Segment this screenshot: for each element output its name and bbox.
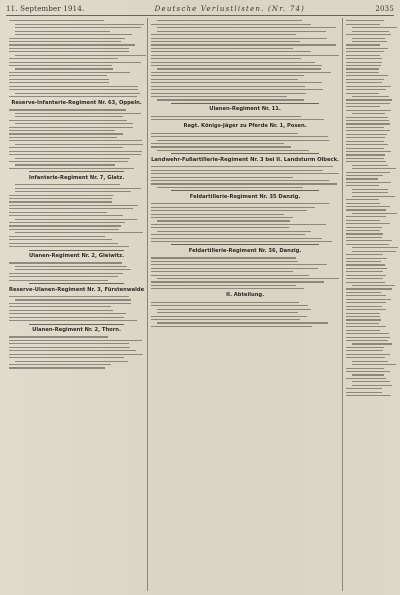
text-line <box>9 65 112 66</box>
text-line <box>151 271 293 272</box>
text-line <box>346 110 391 111</box>
text-line <box>346 48 388 49</box>
text-line <box>352 213 397 214</box>
text-line <box>9 151 142 152</box>
section-heading: Landwehr-Fußartillerie-Regiment Nr. 3 bei II. Landsturm Olbeck. <box>151 156 340 163</box>
text-line <box>151 62 315 63</box>
text-line <box>346 172 390 173</box>
text-line <box>346 175 383 176</box>
text-line <box>352 385 392 386</box>
text-line <box>9 62 141 63</box>
text-line <box>151 44 336 45</box>
text-line <box>346 75 388 76</box>
text-line <box>346 141 384 142</box>
text-line <box>9 347 130 348</box>
text-line <box>9 336 108 337</box>
text-line <box>346 223 390 224</box>
text-line <box>346 261 381 262</box>
text-line <box>346 44 380 45</box>
text-line <box>157 309 311 310</box>
text-line <box>9 201 112 202</box>
text-line <box>151 224 326 225</box>
text-line <box>352 381 390 382</box>
text-line <box>346 368 384 369</box>
text-line <box>157 27 336 28</box>
text-line <box>346 227 382 228</box>
text-line <box>346 313 380 314</box>
text-line <box>352 168 395 169</box>
text-line <box>346 216 386 217</box>
text-line <box>15 68 113 69</box>
text-line <box>9 205 138 206</box>
text-line <box>9 198 112 199</box>
text-line <box>9 86 138 87</box>
text-line <box>346 86 391 87</box>
text-line <box>346 148 384 149</box>
text-line <box>151 75 304 76</box>
text-line <box>346 199 379 200</box>
text-line <box>151 264 327 265</box>
text-line <box>151 326 312 327</box>
text-line <box>15 27 141 28</box>
text-line <box>346 316 380 317</box>
text-line <box>151 238 322 239</box>
text-line <box>151 180 329 181</box>
text-line <box>346 330 380 331</box>
text-line <box>151 41 300 42</box>
text-line <box>346 220 380 221</box>
text-line <box>346 347 384 348</box>
text-line <box>15 31 110 32</box>
text-line <box>9 320 137 321</box>
text-line <box>151 86 305 87</box>
text-line <box>151 116 301 117</box>
text-line <box>346 292 381 293</box>
text-line <box>157 20 302 21</box>
text-line <box>151 261 298 262</box>
text-line <box>15 158 130 159</box>
text-line <box>346 323 379 324</box>
text-line <box>157 322 328 323</box>
text-line <box>9 296 129 297</box>
text-line <box>9 313 126 314</box>
text-line <box>352 113 385 114</box>
text-line <box>9 79 109 80</box>
text-line <box>9 44 135 45</box>
text-line <box>346 209 385 210</box>
text-line <box>9 306 111 307</box>
text-line <box>346 144 388 145</box>
text-line <box>346 371 390 372</box>
text-line <box>9 130 115 131</box>
text-line <box>15 184 120 185</box>
text-line <box>15 55 146 56</box>
text-line <box>346 340 388 341</box>
text-line <box>151 55 339 56</box>
text-line <box>9 310 113 311</box>
text-line <box>352 31 389 32</box>
text-line <box>9 212 107 213</box>
text-line <box>352 374 384 375</box>
text-line <box>151 214 284 215</box>
text-line <box>9 48 129 49</box>
text-line <box>352 247 398 248</box>
text-line <box>346 158 384 159</box>
text-line <box>346 299 391 300</box>
text-line <box>15 232 143 233</box>
text-line <box>151 268 318 269</box>
text-line <box>151 302 299 303</box>
text-line <box>9 364 111 365</box>
text-line <box>346 89 386 90</box>
text-line <box>346 34 391 35</box>
section-heading: II. Abteilung. <box>226 292 265 299</box>
text-line <box>9 161 128 162</box>
text-line <box>157 99 304 100</box>
text-line <box>151 146 291 147</box>
text-line <box>9 303 131 304</box>
text-line <box>346 62 381 63</box>
text-line <box>9 340 142 341</box>
text-line <box>151 38 327 39</box>
text-line <box>151 133 298 134</box>
column-3 <box>342 18 395 591</box>
text-line <box>346 350 383 351</box>
text-line <box>151 34 296 35</box>
text-line <box>151 281 324 282</box>
text-line <box>9 350 136 351</box>
text-line <box>352 343 392 344</box>
text-line <box>9 243 118 244</box>
text-line <box>352 165 388 166</box>
text-line <box>346 20 384 21</box>
text-line <box>157 140 329 141</box>
divider <box>171 244 319 245</box>
text-line <box>151 207 315 208</box>
divider <box>171 190 319 191</box>
text-line <box>346 230 380 231</box>
page-number: 2035 <box>375 5 394 13</box>
text-line <box>9 20 104 21</box>
text-line <box>346 240 391 241</box>
text-columns <box>6 18 395 591</box>
text-line <box>15 34 132 35</box>
text-line <box>352 361 388 362</box>
text-line <box>346 51 384 52</box>
text-line <box>157 278 339 279</box>
text-line <box>346 79 383 80</box>
text-line <box>352 251 396 252</box>
text-line <box>346 137 385 138</box>
text-line <box>151 319 300 320</box>
text-line <box>346 151 391 152</box>
text-line <box>9 147 123 148</box>
text-line <box>346 120 389 121</box>
text-line <box>352 189 388 190</box>
page-header <box>6 3 394 16</box>
text-line <box>151 210 307 211</box>
text-line <box>346 302 386 303</box>
text-line <box>9 367 105 368</box>
text-line <box>352 41 387 42</box>
text-line <box>9 195 113 196</box>
text-line <box>9 246 129 247</box>
text-line <box>9 343 129 344</box>
text-line <box>15 144 143 145</box>
text-line <box>352 285 395 286</box>
divider <box>29 283 124 284</box>
divider <box>29 324 124 325</box>
text-line <box>346 333 389 334</box>
text-line <box>15 269 131 270</box>
text-line <box>346 326 386 327</box>
text-line <box>9 96 137 97</box>
text-line <box>346 134 387 135</box>
text-line <box>9 317 124 318</box>
text-line <box>346 93 379 94</box>
text-line <box>151 183 336 184</box>
text-line <box>346 182 391 183</box>
text-line <box>352 192 388 193</box>
text-line <box>9 229 119 230</box>
divider <box>29 250 124 251</box>
text-line <box>151 89 323 90</box>
header-date: 11. September 1914. <box>6 5 85 13</box>
text-line <box>151 173 339 174</box>
text-line <box>346 106 380 107</box>
text-line <box>15 361 128 362</box>
text-line <box>9 58 118 59</box>
text-line <box>157 312 298 313</box>
text-line <box>151 285 296 286</box>
text-line <box>346 55 380 56</box>
text-line <box>9 354 143 355</box>
text-line <box>346 388 382 389</box>
text-line <box>15 191 131 192</box>
text-line <box>9 72 130 73</box>
text-line <box>9 236 105 237</box>
text-line <box>346 288 392 289</box>
text-line <box>346 275 386 276</box>
text-line <box>346 392 382 393</box>
text-line <box>157 187 303 188</box>
text-line <box>151 241 332 242</box>
text-line <box>346 103 390 104</box>
text-line <box>9 133 123 134</box>
text-line <box>346 244 389 245</box>
text-line <box>346 271 383 272</box>
text-line <box>352 38 385 39</box>
text-line <box>151 305 308 306</box>
section-heading: Feldartillerie-Regiment Nr. 35 Danzig. <box>189 193 301 200</box>
text-line <box>151 316 307 317</box>
text-line <box>346 117 388 118</box>
text-line <box>346 58 382 59</box>
text-line <box>151 177 293 178</box>
text-line <box>15 113 141 114</box>
text-line <box>346 306 382 307</box>
section-heading: Infanterie-Regiment Nr. 7, Glatz. <box>28 174 125 181</box>
divider <box>171 153 319 154</box>
text-line <box>151 257 296 258</box>
text-line <box>352 27 397 28</box>
text-line <box>9 154 141 155</box>
text-line <box>346 337 390 338</box>
text-line <box>9 82 109 83</box>
text-line <box>15 93 140 94</box>
text-line <box>151 79 297 80</box>
text-line <box>346 395 391 396</box>
text-line <box>346 264 385 265</box>
text-line <box>9 38 125 39</box>
text-line <box>151 82 322 83</box>
text-line <box>346 378 386 379</box>
header-title: Deutsche Verlustlisten. (Nr. 74) <box>154 5 306 13</box>
text-line <box>15 188 141 189</box>
text-line <box>346 65 381 66</box>
text-line <box>157 220 290 221</box>
text-line <box>9 109 126 110</box>
section-heading: Regt. Königs-Jäger zu Pferde Nr. 1, Posen. <box>183 123 307 130</box>
text-line <box>151 119 324 120</box>
text-line <box>346 319 381 320</box>
text-line <box>151 24 311 25</box>
text-line <box>157 68 321 69</box>
text-line <box>151 217 293 218</box>
text-line <box>346 282 385 283</box>
text-line <box>346 357 385 358</box>
text-line <box>346 178 378 179</box>
text-line <box>15 116 123 117</box>
text-line <box>151 143 284 144</box>
text-line <box>9 137 117 138</box>
text-line <box>151 48 292 49</box>
divider <box>29 171 124 172</box>
text-line <box>9 280 108 281</box>
text-line <box>9 168 134 169</box>
text-line <box>346 237 382 238</box>
text-line <box>9 208 133 209</box>
text-line <box>15 24 144 25</box>
text-line <box>346 354 390 355</box>
text-line <box>15 299 131 300</box>
section-heading: Feldartillerie-Regiment Nr. 36, Danzig. <box>188 248 302 255</box>
text-line <box>157 231 311 232</box>
text-line <box>9 127 133 128</box>
text-line <box>151 72 331 73</box>
text-line <box>346 309 386 310</box>
text-line <box>346 203 380 204</box>
column-2 <box>147 18 342 591</box>
text-line <box>346 268 387 269</box>
text-line <box>151 275 309 276</box>
text-line <box>346 161 386 162</box>
text-line <box>352 364 396 365</box>
text-line <box>9 51 129 52</box>
text-line <box>346 278 383 279</box>
text-line <box>346 127 384 128</box>
text-line <box>346 123 390 124</box>
text-line <box>9 120 127 121</box>
text-line <box>151 51 311 52</box>
text-line <box>151 203 329 204</box>
text-line <box>157 150 309 151</box>
text-line <box>346 185 379 186</box>
text-line <box>151 170 323 171</box>
text-line <box>346 233 383 234</box>
text-line <box>15 219 137 220</box>
text-line <box>346 82 382 83</box>
text-line <box>346 258 387 259</box>
section-heading: Reserve-Ulanen-Regiment Nr. 3, Fürstenwalde <box>9 286 145 293</box>
text-line <box>9 140 142 141</box>
text-line <box>151 93 306 94</box>
text-line <box>9 41 121 42</box>
text-line <box>9 239 112 240</box>
text-line <box>151 234 305 235</box>
text-line <box>9 276 118 277</box>
text-line <box>151 288 304 289</box>
text-line <box>346 72 379 73</box>
text-line <box>151 227 289 228</box>
text-line <box>9 222 125 223</box>
text-line <box>9 89 138 90</box>
text-line <box>346 130 390 131</box>
text-line <box>151 136 328 137</box>
text-line <box>9 225 121 226</box>
text-line <box>15 266 127 267</box>
text-line <box>151 58 301 59</box>
text-line <box>9 75 107 76</box>
section-heading: Ulanen-Regiment Nr. 2, Thorn. <box>32 327 121 334</box>
divider <box>171 103 319 104</box>
text-line <box>346 295 386 296</box>
text-line <box>151 96 287 97</box>
text-line <box>15 123 133 124</box>
text-line <box>346 68 379 69</box>
text-line <box>9 273 123 274</box>
section-heading: Reserve-Infanterie-Regiment Nr. 63, Oppeln. <box>11 100 142 107</box>
text-line <box>157 31 326 32</box>
text-line <box>151 166 333 167</box>
column-1 <box>6 18 147 591</box>
text-line <box>352 96 389 97</box>
text-line <box>352 196 395 197</box>
text-line <box>346 99 392 100</box>
section-heading: Ulanen-Regiment Nr. 11. <box>209 106 281 113</box>
text-line <box>151 65 322 66</box>
text-line <box>346 24 380 25</box>
text-line <box>9 262 122 263</box>
text-line <box>346 154 385 155</box>
section-heading: Ulanen-Regiment Nr. 2, Gleiwitz. <box>28 253 125 260</box>
text-line <box>346 254 383 255</box>
text-line <box>9 357 124 358</box>
text-line <box>9 215 123 216</box>
text-line <box>346 206 390 207</box>
text-line <box>15 164 115 165</box>
